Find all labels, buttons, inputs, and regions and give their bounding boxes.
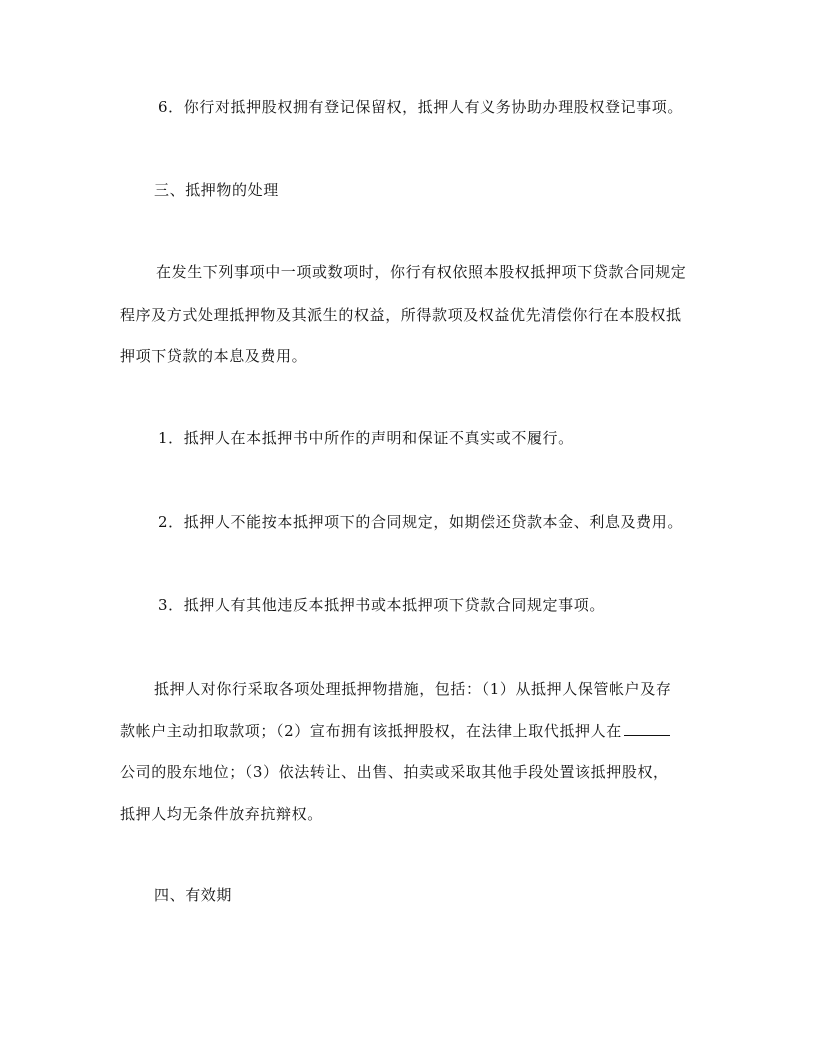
paragraph-line: 公司的股东地位；（3）依法转让、出售、拍卖或采取其他手段处置该抵押股权， <box>120 763 669 781</box>
clause-item-3: 3．抵押人有其他违反本抵押书或本抵押项下贷款合同规定事项。 <box>158 596 605 614</box>
paragraph-line: 抵押人均无条件放弃抗辩权。 <box>120 805 323 823</box>
clause-item-1: 1．抵押人在本抵押书中所作的声明和保证不真实或不履行。 <box>158 429 574 447</box>
section-heading-4: 四、有效期 <box>154 886 233 904</box>
paragraph-line-with-blank <box>120 721 670 740</box>
clause-item-2: 2．抵押人不能按本抵押项下的合同规定，如期偿还贷款本金、利息及费用。 <box>158 513 683 531</box>
section-heading-3: 三、抵押物的处理 <box>154 181 279 199</box>
fill-in-blank <box>624 721 670 736</box>
clause-item-6: 6．你行对抵押股权拥有登记保留权，抵押人有义务协助办理股权登记事项。 <box>158 98 683 116</box>
paragraph-line: 在发生下列事项中一项或数项时，你行有权依照本股权抵押项下贷款合同规定 <box>156 263 687 281</box>
paragraph-text: 款帐户主动扣取款项；（2）宣布拥有该抵押股权，在法律上取代抵押人在 <box>120 722 622 740</box>
paragraph-line: 程序及方式处理抵押物及其派生的权益，所得款项及权益优先清偿你行在本股权抵 <box>120 306 682 324</box>
paragraph-line: 抵押人对你行采取各项处理抵押物措施，包括：（1）从抵押人保管帐户及存 <box>154 680 672 698</box>
paragraph-line: 押项下贷款的本息及费用。 <box>120 347 308 365</box>
